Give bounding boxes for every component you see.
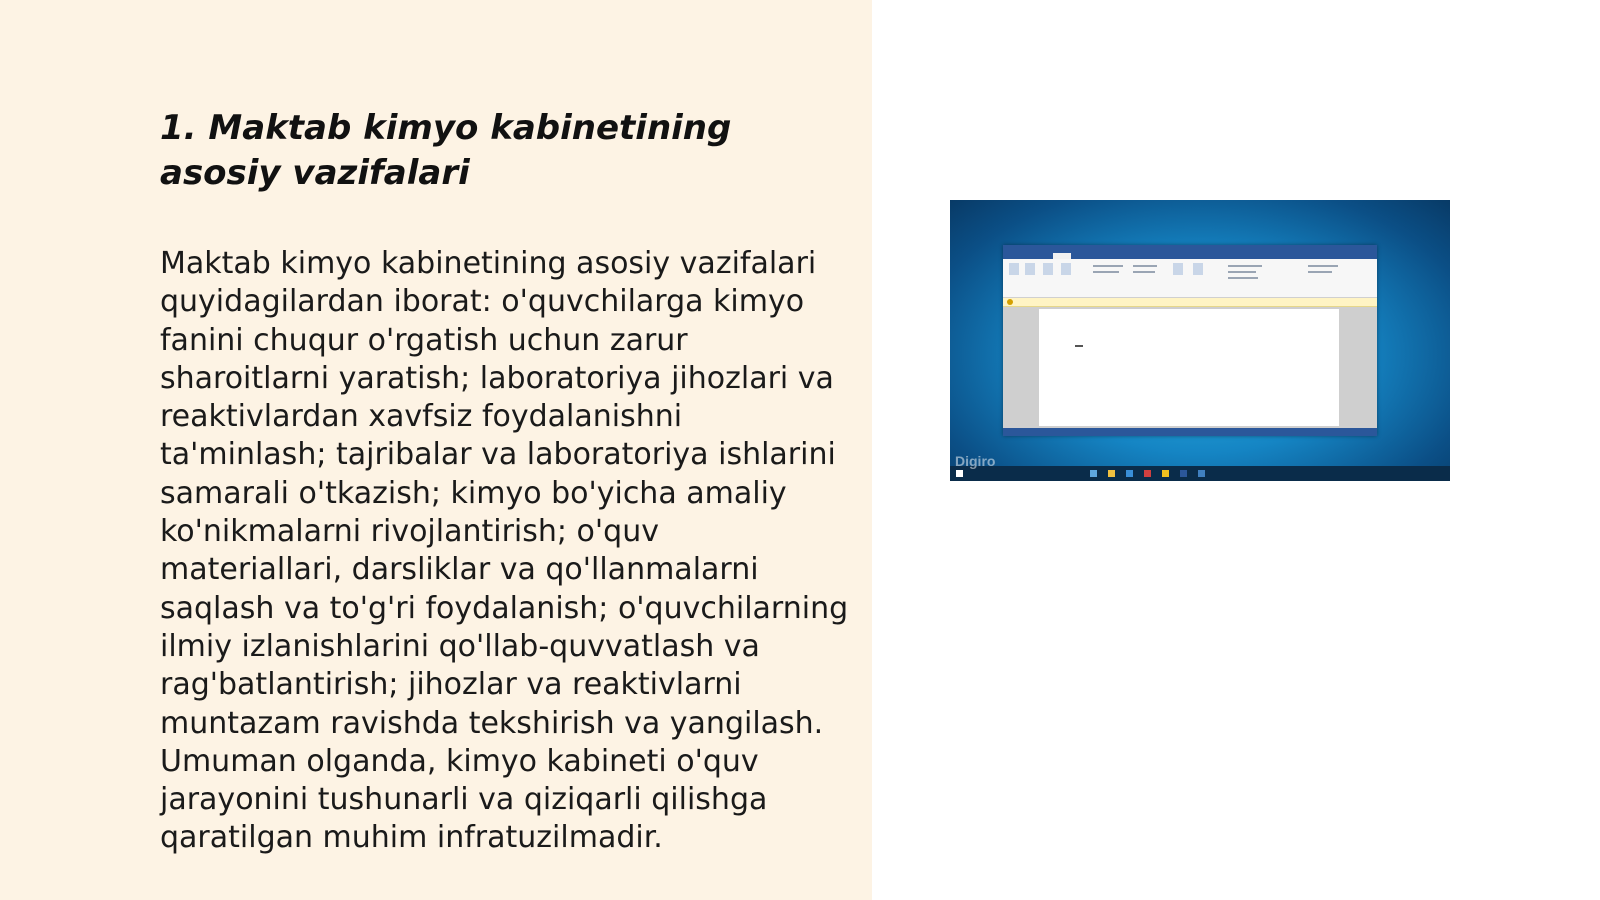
word-titlebar — [1003, 245, 1377, 253]
warning-icon — [1007, 299, 1013, 305]
word-page — [1039, 309, 1339, 426]
ribbon-label — [1228, 271, 1256, 273]
word-statusbar — [1003, 428, 1377, 436]
ribbon-icon — [1193, 263, 1203, 275]
ribbon-label — [1228, 277, 1258, 279]
word-protected-view-bar — [1003, 298, 1377, 307]
ribbon-label — [1308, 271, 1332, 273]
ribbon-label — [1093, 265, 1123, 267]
ribbon-label — [1093, 271, 1119, 273]
slide-body-text: Maktab kimyo kabinetining asosiy vazifalari quyidagilardan iborat: o'quvchilarga kimyo fanini chuqur o'rgatish uchun zarur sharoitlarni yaratish; laboratoriya jihozlari va reaktivlardan xavfsiz foydalanishni ta'minlash; tajribalar va laboratoriya ishlarini samarali o'tkazish; kimyo bo'yicha amaliy ko'nikmalarni rivojlantirish; o'quv materiallari, darsliklar va qo'llanmalarni saqlash va to'g'ri foydalanish; o'quvchilarning ilmiy izlanishlarini qo'llab-quvvatlash va rag'batlantirish; jihozlar va reaktivlarni muntazam ravishda tekshirish va yangilash. Umuman olganda, kimyo kabineti o'quv jarayonini tushunarli va qiziqarli qilishga qaratilgan muhim infratuzilmadir. — [160, 246, 849, 856]
ribbon-icon — [1061, 263, 1071, 275]
ribbon-icon — [1043, 263, 1053, 275]
ribbon-label — [1133, 271, 1155, 273]
page-text-line — [1075, 345, 1083, 347]
taskbar-app-icon — [1126, 470, 1133, 477]
ribbon-label — [1133, 265, 1157, 267]
windows-taskbar — [950, 466, 1450, 481]
word-screenshot-image — [950, 200, 1450, 481]
taskbar-app-icon — [1162, 470, 1169, 477]
word-ribbon — [1003, 259, 1377, 298]
folder-icon — [1108, 470, 1115, 477]
taskbar-app-icon — [1144, 470, 1151, 477]
taskbar-app-icon — [1198, 470, 1205, 477]
ribbon-label — [1228, 265, 1262, 267]
word-window — [1003, 245, 1377, 436]
paste-icon — [1009, 263, 1019, 275]
start-icon — [956, 470, 963, 477]
ribbon-icon — [1173, 263, 1183, 275]
watermark-logo: Digiro — [955, 453, 996, 469]
ribbon-icon — [1025, 263, 1035, 275]
taskbar-app-icon — [1090, 470, 1097, 477]
ribbon-label — [1308, 265, 1338, 267]
slide-title: 1. Maktab kimyo kabinetining asosiy vazifalari — [160, 108, 732, 193]
word-document-area — [1003, 307, 1377, 428]
word-icon — [1180, 470, 1187, 477]
